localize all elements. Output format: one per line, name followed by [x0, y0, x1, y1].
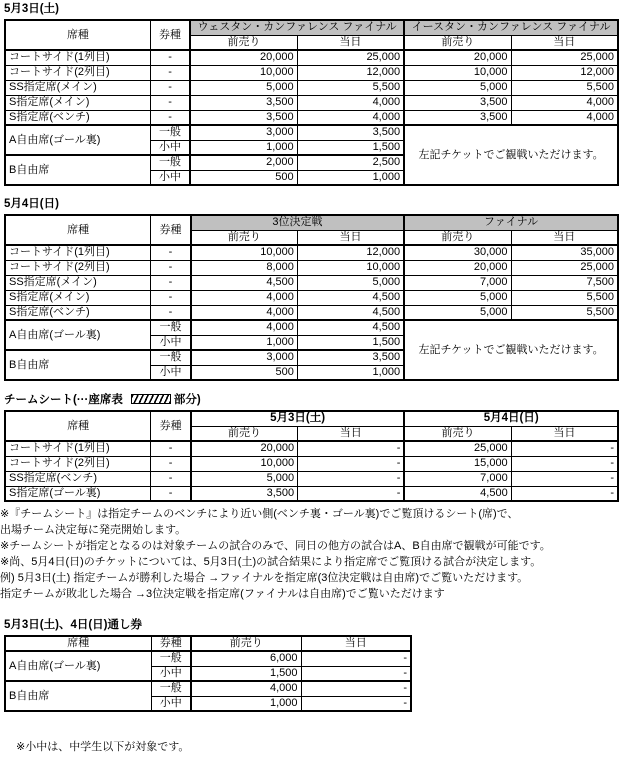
ticket-type: - — [151, 486, 191, 501]
table2-title: 5月4日(日) — [4, 198, 59, 210]
seat-label: A自由席(ゴール裏) — [5, 320, 151, 350]
price-cell: 5,500 — [511, 305, 618, 320]
seat-label: コートサイド(2列目) — [5, 456, 151, 471]
price-cell: 5,000 — [404, 305, 511, 320]
seat-label: コートサイド(2列目) — [5, 65, 150, 80]
price-cell: 3,500 — [190, 110, 297, 125]
hatch-pattern-icon — [131, 394, 171, 404]
price-cell: 5,000 — [297, 275, 404, 290]
table-row — [5, 305, 618, 320]
seat-label: S指定席(ベンチ) — [5, 305, 151, 320]
seat-label: S指定席(メイン) — [5, 95, 150, 110]
seat-label: SS指定席(メイン) — [5, 275, 151, 290]
note-line-3: ※チームシートが指定となるのは対象チームの試合のみで、同日の他方の試合はA、B自由席で観戦が可能です。 — [0, 540, 551, 552]
ticket-type: - — [150, 80, 190, 95]
price-cell: 1,500 — [191, 666, 301, 681]
price-table-may3 — [4, 19, 619, 186]
price-cell: 10,000 — [297, 260, 404, 275]
table-row — [5, 245, 618, 260]
col-header-sameday-3rd: 当日 — [297, 230, 404, 245]
price-cell: 20,000 — [404, 50, 511, 65]
note-line-5: 例) 5月3日(土) 指定チームが勝利した場合 →ファイナルを指定席(3位決定戦は自由席)でご覧いただけます。 — [0, 572, 529, 584]
price-cell: - — [301, 696, 411, 711]
note-line-6: 指定チームが敗北した場合 →3位決定戦を指定席(ファイナルは自由席)でご覧いただけます — [0, 588, 445, 600]
price-table-may4 — [4, 214, 619, 381]
price-cell: 20,000 — [191, 441, 298, 456]
price-cell: 1,000 — [191, 335, 298, 350]
col-header-ticket-type: 券種 — [151, 215, 191, 245]
price-cell: 7,000 — [404, 275, 511, 290]
table-row — [5, 65, 618, 80]
col-header-seat: 席種 — [5, 636, 151, 651]
price-cell: 1,000 — [297, 365, 404, 380]
ticket-type: - — [150, 110, 190, 125]
price-cell: 5,500 — [511, 290, 618, 305]
price-cell: - — [301, 681, 411, 696]
col-header-ticket-type: 券種 — [151, 636, 191, 651]
col-header-advance-d2: 前売り — [404, 426, 511, 441]
price-cell: 3,500 — [404, 95, 511, 110]
col-header-seat: 席種 — [5, 411, 151, 441]
col-header-advance-d1: 前売り — [191, 426, 298, 441]
table1-title: 5月3日(土) — [4, 3, 59, 15]
price-cell: - — [298, 456, 405, 471]
ticket-type: 小中 — [151, 335, 191, 350]
table3-title — [4, 391, 619, 407]
price-cell: 4,000 — [191, 320, 298, 335]
price-cell: 3,000 — [191, 350, 298, 365]
ticket-type: - — [151, 290, 191, 305]
footnote: ※小中は、中学生以下が対象です。 — [16, 741, 190, 753]
merged-note-cell: 左記チケットでご観戦いただけます。 — [404, 125, 618, 185]
table-row — [5, 50, 618, 65]
price-table-through-ticket — [4, 635, 412, 712]
col-header-advance-3rd: 前売り — [191, 230, 298, 245]
price-cell: 12,000 — [297, 65, 404, 80]
note-line-1: ※『チームシート』は指定チームのベンチにより近い側(ベンチ裏・ゴール裏)でご覧頂けるシート(席)で、 — [0, 508, 519, 520]
price-cell: 10,000 — [191, 456, 298, 471]
note-line-2: 出場チーム決定毎に発売開始します。 — [0, 524, 187, 536]
price-cell: 10,000 — [190, 65, 297, 80]
ticket-type: - — [151, 305, 191, 320]
col-header-sameday-d1: 当日 — [298, 426, 405, 441]
price-cell: 20,000 — [404, 260, 511, 275]
ticket-type: - — [151, 275, 191, 290]
table-row — [5, 260, 618, 275]
seat-label: コートサイド(1列目) — [5, 50, 150, 65]
price-cell: 8,000 — [191, 260, 298, 275]
price-cell: - — [301, 651, 411, 666]
col-header-advance-w: 前売り — [190, 35, 297, 50]
price-cell: 4,000 — [511, 110, 618, 125]
table-row — [5, 320, 618, 335]
notes-block — [0, 507, 619, 601]
price-cell: 25,000 — [404, 441, 511, 456]
price-cell: 500 — [191, 365, 298, 380]
ticket-type: 一般 — [151, 320, 191, 335]
seat-label: S指定席(ベンチ) — [5, 110, 150, 125]
price-cell: 4,000 — [191, 290, 298, 305]
price-cell: - — [298, 471, 405, 486]
price-cell: 7,500 — [511, 275, 618, 290]
seat-label: B自由席 — [5, 350, 151, 380]
ticket-type: - — [151, 456, 191, 471]
table-row — [5, 486, 618, 501]
table-row — [5, 110, 618, 125]
ticket-type: - — [151, 260, 191, 275]
col-header-sameday-e: 当日 — [511, 35, 618, 50]
seat-label: A自由席(ゴール裏) — [5, 651, 151, 681]
price-cell: - — [511, 486, 618, 501]
ticket-type: - — [150, 65, 190, 80]
table-header-row — [5, 215, 618, 230]
price-cell: 1,000 — [190, 140, 297, 155]
price-cell: 30,000 — [404, 245, 511, 260]
table-row — [5, 80, 618, 95]
seat-label: A自由席(ゴール裏) — [5, 125, 150, 155]
table-row — [5, 125, 618, 140]
col-header-sameday-d2: 当日 — [511, 426, 618, 441]
seat-label: コートサイド(1列目) — [5, 245, 151, 260]
price-cell: 25,000 — [511, 260, 618, 275]
col-header-ticket-type: 券種 — [151, 411, 191, 441]
col-header-sameday-final: 当日 — [511, 230, 618, 245]
ticket-type: - — [151, 441, 191, 456]
ticket-type: - — [151, 471, 191, 486]
col-header-sameday-w: 当日 — [297, 35, 404, 50]
ticket-type: 一般 — [150, 155, 190, 170]
price-cell: 4,000 — [297, 110, 404, 125]
col-header-advance: 前売り — [191, 636, 301, 651]
group-header-may3: 5月3日(土) — [191, 411, 405, 426]
price-cell: 4,500 — [297, 290, 404, 305]
price-cell: 5,500 — [297, 80, 404, 95]
price-cell: 15,000 — [404, 456, 511, 471]
price-cell: 4,000 — [511, 95, 618, 110]
price-cell: 10,000 — [191, 245, 298, 260]
ticket-type: 一般 — [151, 681, 191, 696]
price-cell: 35,000 — [511, 245, 618, 260]
price-cell: 10,000 — [404, 65, 511, 80]
price-cell: 4,500 — [297, 320, 404, 335]
price-cell: 12,000 — [297, 245, 404, 260]
ticket-type: 小中 — [150, 140, 190, 155]
table-row — [5, 681, 411, 696]
seat-label: S指定席(ゴール裏) — [5, 486, 151, 501]
ticket-type: - — [150, 50, 190, 65]
ticket-type: - — [151, 245, 191, 260]
price-cell: 3,500 — [404, 110, 511, 125]
table-row — [5, 290, 618, 305]
ticket-type: - — [150, 95, 190, 110]
price-table-team-seat — [4, 410, 619, 502]
price-cell: 500 — [190, 170, 297, 185]
price-cell: 25,000 — [511, 50, 618, 65]
table-row — [5, 651, 411, 666]
ticket-type: 一般 — [151, 651, 191, 666]
seat-label: SS指定席(ベンチ) — [5, 471, 151, 486]
seat-label: コートサイド(2列目) — [5, 260, 151, 275]
price-cell: - — [511, 456, 618, 471]
ticket-type: 小中 — [151, 696, 191, 711]
group-header-final: ファイナル — [404, 215, 618, 230]
price-cell: 4,500 — [297, 305, 404, 320]
table-header-row — [5, 411, 618, 426]
price-cell: - — [511, 441, 618, 456]
ticket-type: 小中 — [151, 666, 191, 681]
price-cell: - — [301, 666, 411, 681]
price-cell: 5,000 — [190, 80, 297, 95]
col-header-ticket-type: 券種 — [150, 20, 190, 50]
seat-label: B自由席 — [5, 681, 151, 711]
table-header-row — [5, 20, 618, 35]
ticket-type: 小中 — [150, 170, 190, 185]
col-header-advance-e: 前売り — [404, 35, 511, 50]
note-line-4: ※尚、5月4日(日)のチケットについては、5月3日(土)の試合結果により指定席でご覧頂ける試合が決定します。 — [0, 556, 542, 568]
price-cell: 5,500 — [511, 80, 618, 95]
price-cell: 1,000 — [191, 696, 301, 711]
price-cell: 5,000 — [404, 80, 511, 95]
price-cell: 25,000 — [297, 50, 404, 65]
price-cell: 1,500 — [297, 140, 404, 155]
price-cell: 4,000 — [191, 681, 301, 696]
col-header-seat: 席種 — [5, 20, 150, 50]
col-header-advance-final: 前売り — [404, 230, 511, 245]
price-cell: 4,000 — [191, 305, 298, 320]
price-cell: 6,000 — [191, 651, 301, 666]
table4-title: 5月3日(土)、4日(日)通し券 — [4, 619, 143, 631]
seat-label: B自由席 — [5, 155, 150, 185]
group-header-eastern: イースタン・カンファレンス ファイナル — [404, 20, 618, 35]
price-cell: 2,500 — [297, 155, 404, 170]
price-cell: 3,500 — [297, 350, 404, 365]
price-cell: 4,000 — [297, 95, 404, 110]
table3-title-prefix: チームシート(···座席表 — [4, 394, 123, 406]
ticket-type: 一般 — [151, 350, 191, 365]
table-row — [5, 441, 618, 456]
seat-label: S指定席(メイン) — [5, 290, 151, 305]
price-cell: 3,500 — [190, 95, 297, 110]
table-header-row — [5, 636, 411, 651]
price-cell: - — [298, 441, 405, 456]
table-row — [5, 95, 618, 110]
table-row — [5, 275, 618, 290]
group-header-western: ウェスタン・カンファレンス ファイナル — [190, 20, 404, 35]
price-cell: 4,500 — [404, 486, 511, 501]
ticket-type: 一般 — [150, 125, 190, 140]
price-cell: 3,500 — [191, 486, 298, 501]
price-cell: 4,500 — [191, 275, 298, 290]
price-cell: - — [511, 471, 618, 486]
price-cell: 12,000 — [511, 65, 618, 80]
seat-label: コートサイド(1列目) — [5, 441, 151, 456]
group-header-may4: 5月4日(日) — [404, 411, 618, 426]
price-cell: - — [298, 486, 405, 501]
price-cell: 5,000 — [191, 471, 298, 486]
group-header-third-place: 3位決定戦 — [191, 215, 404, 230]
price-cell: 1,500 — [297, 335, 404, 350]
price-cell: 20,000 — [190, 50, 297, 65]
table-row — [5, 456, 618, 471]
price-cell: 1,000 — [297, 170, 404, 185]
price-cell: 3,500 — [297, 125, 404, 140]
price-cell: 5,000 — [404, 290, 511, 305]
merged-note-cell: 左記チケットでご観戦いただけます。 — [404, 320, 618, 380]
col-header-seat: 席種 — [5, 215, 151, 245]
price-cell: 7,000 — [404, 471, 511, 486]
table-row — [5, 471, 618, 486]
ticket-type: 小中 — [151, 365, 191, 380]
seat-label: SS指定席(メイン) — [5, 80, 150, 95]
price-cell: 3,000 — [190, 125, 297, 140]
table3-title-suffix: 部分) — [173, 394, 201, 406]
price-cell: 2,000 — [190, 155, 297, 170]
col-header-sameday: 当日 — [301, 636, 411, 651]
